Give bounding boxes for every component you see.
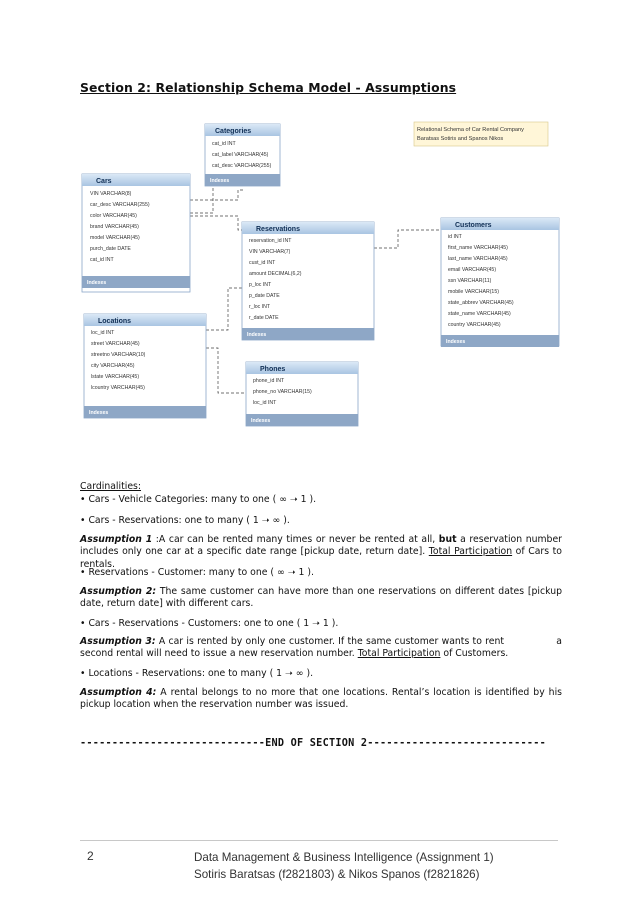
indexes-label: Indexes xyxy=(251,418,271,424)
text: A rental belongs to no more that one locations. Rental’s location is identified by his pickup location when the reservation number was issued. xyxy=(80,687,562,711)
footer-line: Data Management & Business Intelligence (Assignment 1) xyxy=(194,851,494,864)
heading: Cardinalities: xyxy=(80,481,142,492)
assumption-3 xyxy=(80,636,565,661)
table-title: Phones xyxy=(260,366,286,373)
assumption-label: Assumption 1 xyxy=(80,534,153,545)
indexes-label: Indexes xyxy=(89,410,109,416)
cardinality-item: • Cars - Reservations: one to many ( 1 ➝ ∞ ). xyxy=(80,515,290,526)
column: r_date DATE xyxy=(249,315,279,321)
column: state_abbrev VARCHAR(45) xyxy=(448,300,514,306)
column: phone_no VARCHAR(15) xyxy=(253,389,312,395)
column: lcountry VARCHAR(45) xyxy=(91,385,145,391)
emphasis: but xyxy=(438,534,457,545)
column: amount DECIMAL(6,2) xyxy=(249,271,302,277)
column: streetno VARCHAR(10) xyxy=(91,352,146,358)
column: loc_id INT xyxy=(253,400,277,406)
column: r_loc INT xyxy=(249,304,271,310)
table-title: Customers xyxy=(455,222,492,229)
text: :A car can be rented many times or never be rented at all, xyxy=(152,534,439,545)
table-title: Locations xyxy=(98,318,132,325)
text: of Customers. xyxy=(440,648,509,660)
assumption-label: Assumption 3: xyxy=(80,636,156,647)
text: A car is rented by only one customer. If the same customer wants to rent a second rental will need to issue a new reservation number. xyxy=(80,636,565,660)
column: p_date DATE xyxy=(249,293,280,299)
indexes-label: Indexes xyxy=(446,339,466,345)
table-title: Categories xyxy=(215,128,252,135)
text: a reservation number includes only one car at a specific date range [pickup date, return date]. xyxy=(80,534,562,558)
column: cat_id INT xyxy=(90,257,114,263)
column: cat_label VARCHAR(45) xyxy=(212,152,269,158)
column: cat_id INT xyxy=(212,141,236,147)
table-categories[interactable] xyxy=(205,124,280,186)
column: color VARCHAR(45) xyxy=(90,213,137,219)
column: lstate VARCHAR(45) xyxy=(91,374,140,380)
assumption-2 xyxy=(80,586,562,611)
indexes-label: Indexes xyxy=(247,332,267,338)
column: state_name VARCHAR(45) xyxy=(448,311,511,317)
table-locations[interactable] xyxy=(84,314,206,418)
column: mobile VARCHAR(15) xyxy=(448,289,499,295)
column: model VARCHAR(45) xyxy=(90,235,140,241)
cardinality-item: • Cars - Reservations - Customers: one to one ( 1 ➝ 1 ). xyxy=(80,618,339,629)
column: purch_date DATE xyxy=(90,246,131,252)
column: p_loc INT xyxy=(249,282,272,288)
column: street VARCHAR(45) xyxy=(91,341,140,347)
cardinality-item: • Cars - Vehicle Categories: many to one ( ∞ ➝ 1 ). xyxy=(80,494,317,505)
cardinality-item: • Locations - Reservations: one to many ( 1 ➝ ∞ ). xyxy=(80,668,314,679)
note-line: Baratsas Sotiris and Spanos Nikos xyxy=(417,136,504,142)
table-phones[interactable] xyxy=(246,362,358,426)
footer-line: Sotiris Baratsas (f2821803) & Nikos Spanos (f2821826) xyxy=(194,868,480,881)
indexes-label: Indexes xyxy=(87,280,107,286)
footer-text xyxy=(194,849,494,883)
end-of-section-line: -----------------------------END OF SECTION 2---------------------------- xyxy=(80,738,546,749)
assumption-label: Assumption 4: xyxy=(80,687,157,698)
underlined-text: Total Participation xyxy=(357,648,441,660)
table-title: Cars xyxy=(96,178,112,185)
column: loc_id INT xyxy=(91,330,115,336)
column: reservation_id INT xyxy=(249,238,292,244)
assumption-label: Assumption 2: xyxy=(80,586,157,597)
column: brand VARCHAR(45) xyxy=(90,224,139,230)
note-line: Relational Schema of Car Rental Company xyxy=(417,127,524,133)
column: cat_desc VARCHAR(255) xyxy=(212,163,272,169)
column: email VARCHAR(45) xyxy=(448,267,497,273)
column: car_desc VARCHAR(255) xyxy=(90,202,150,208)
indexes-label: Indexes xyxy=(210,178,230,184)
table-reservations[interactable] xyxy=(242,222,374,340)
assumption-1 xyxy=(80,534,562,571)
column: first_name VARCHAR(45) xyxy=(448,245,508,251)
section-title: Section 2: Relationship Schema Model - Assumptions xyxy=(80,80,457,95)
column: last_name VARCHAR(45) xyxy=(448,256,508,262)
text: The same customer can have more than one reservations on different dates [pickup date, return date] with different cars. xyxy=(80,586,562,610)
column: id INT xyxy=(448,234,462,240)
assumption-4 xyxy=(80,687,562,712)
cardinality-item: • Reservations - Customer: many to one ( ∞ ➝ 1 ). xyxy=(80,567,314,578)
diagram-note xyxy=(414,122,548,146)
column: cust_id INT xyxy=(249,260,276,266)
cardinalities-heading xyxy=(80,481,562,493)
underlined-text: Total Participation xyxy=(428,546,513,558)
column: phone_id INT xyxy=(253,378,285,384)
er-diagram xyxy=(78,118,568,448)
column: VIN VARCHAR(8) xyxy=(90,191,132,197)
text: of Cars to rentals. xyxy=(80,546,562,570)
page-number: 2 xyxy=(87,849,94,863)
table-cars[interactable] xyxy=(82,174,190,292)
table-customers[interactable] xyxy=(441,218,559,347)
footer-divider xyxy=(80,840,558,841)
column: ssn VARCHAR(11) xyxy=(448,278,492,284)
column: VIN VARCHAR(7) xyxy=(249,249,291,255)
column: country VARCHAR(45) xyxy=(448,322,501,328)
column: city VARCHAR(45) xyxy=(91,363,135,369)
table-title: Reservations xyxy=(256,226,300,233)
